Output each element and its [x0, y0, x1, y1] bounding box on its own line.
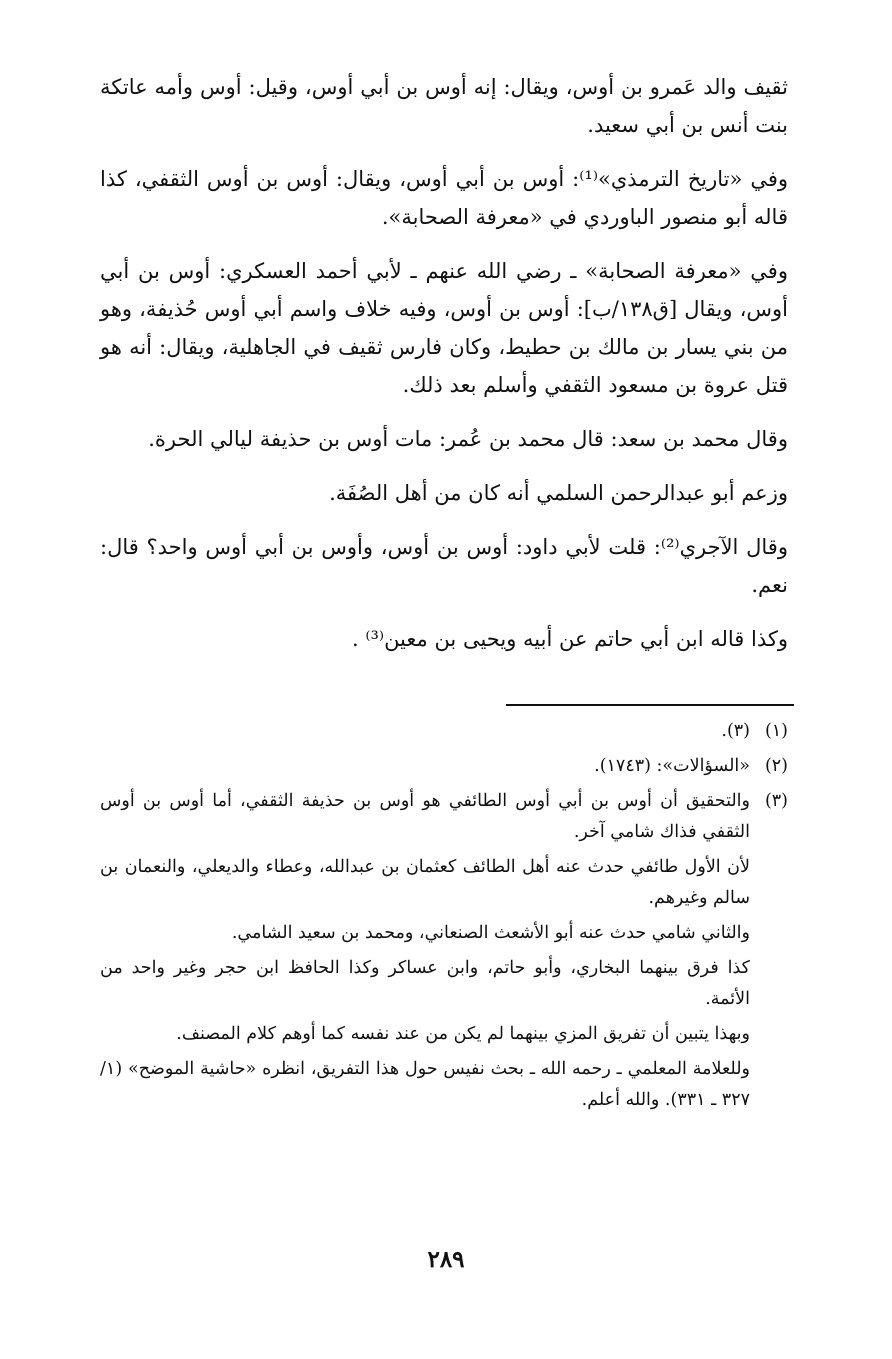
footnote-text: «السؤالات»: (١٧٤٣).: [594, 756, 750, 776]
page-number: ٢٨٩: [427, 1246, 465, 1273]
paragraph: ثقيف والد عَمرو بن أوس، ويقال: إنه أوس بن أبي أوس، وقيل: أوس وأمه عاتكة بنت أنس بن أبي سعيد.: [100, 75, 788, 137]
footnote-body: [100, 786, 750, 1116]
footnote: [100, 786, 788, 1116]
footnote-text: وبهذا يتبين أن تفريق المزي بينهما لم يكن من عند نفسه كما أوهم كلام المصنف.: [176, 1024, 750, 1044]
footnote-text: والتحقيق أن أوس بن أبي أوس الطائفي هو أوس بن حذيفة الثقفي، أما أوس بن أوس الثقفي فذاك شامي آخر.: [100, 791, 750, 842]
footnote-marker: (١): [764, 721, 788, 741]
footnote: [100, 716, 788, 747]
paragraph: وفي «معرفة الصحابة» ـ رضي الله عنهم ـ لأبي أحمد العسكري: أوس بن أبي أوس، ويقال [ق١٣٨/ب]: أوس بن أوس، وفيه خلاف واسم أبي أوس حُذيفة، وهو من بني يسار بن مالك بن حطيط، وكان فارس ثقيف في الجاهلية، ويقال: أنه هو قتل عروة بن مسعود الثقفي وأسلم بعد ذلك.: [100, 259, 788, 397]
footnote-text: والثاني شامي حدث عنه أبو الأشعث الصنعاني، ومحمد بن سعيد الشامي.: [231, 923, 750, 943]
footnote-text: وللعلامة المعلمي ـ رحمه الله ـ بحث نفيس حول هذا التفريق، انظره «حاشية الموضح» (١/ ٣٢٧ ـ ٣٣١). والله أعلم.: [100, 1059, 750, 1110]
footnote-separator: [506, 704, 794, 706]
paragraph: وقال الآجري⁽²⁾: قلت لأبي داود: أوس بن أوس، وأوس بن أبي أوس واحد؟ قال: نعم.: [100, 535, 788, 597]
paragraph: وكذا قاله ابن أبي حاتم عن أبيه ويحيى بن معين⁽³⁾ .: [351, 627, 788, 651]
footnote-marker: (٢): [764, 756, 788, 776]
footnote-text: (٣).: [721, 721, 750, 741]
footnote-text: كذا فرق بينهما البخاري، وأبو حاتم، وابن عساكر وكذا الحافظ ابن حجر وغير واحد من الأئمة.: [100, 958, 750, 1009]
footnote-marker: (٣): [764, 791, 788, 811]
paragraph: وقال محمد بن سعد: قال محمد بن عُمر: مات أوس بن حذيفة ليالي الحرة.: [148, 427, 788, 451]
paragraph: وزعم أبو عبدالرحمن السلمي أنه كان من أهل الصُفَة.: [329, 481, 788, 505]
footnote: [100, 751, 788, 782]
footnotes: [100, 716, 788, 1120]
footnote-body: [100, 716, 750, 747]
footnote-body: [100, 751, 750, 782]
paragraph: وفي «تاريخ الترمذي»⁽¹⁾: أوس بن أبي أوس، ويقال: أوس بن أوس الثقفي، كذا قاله أبو منصور الباوردي في «معرفة الصحابة».: [100, 167, 788, 229]
main-text: [100, 68, 788, 674]
footnote-text: لأن الأول طائفي حدث عنه أهل الطائف كعثمان بن عبدالله، وعطاء والديعلي، والنعمان بن سالم وغيرهم.: [100, 857, 750, 908]
